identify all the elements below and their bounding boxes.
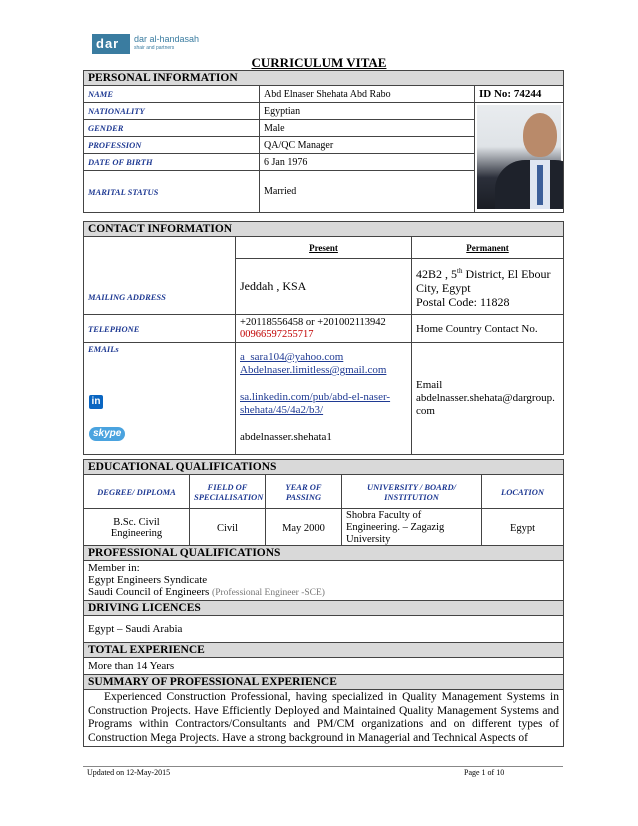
professional-content: Member in: Egypt Engineers Syndicate Saudi Council of Engineers (Professional Engineer -SCE) — [84, 561, 564, 601]
footer-divider — [83, 766, 563, 767]
contact-info-table — [83, 221, 564, 455]
nationality-value: Egyptian — [260, 103, 475, 120]
logo-mark: dar — [92, 34, 130, 54]
mailing-present: Jeddah , KSA — [236, 259, 412, 315]
mailing-address-label: MAILING ADDRESS — [84, 237, 236, 315]
nationality-label: NATIONALITY — [84, 103, 260, 120]
company-logo — [92, 34, 232, 56]
contact-info-heading: CONTACT INFORMATION — [84, 222, 564, 237]
field-header: FIELD OF SPECIALISATION — [190, 475, 266, 509]
skype-icon[interactable]: skype — [89, 427, 125, 441]
degree-header: DEGREE/ DIPLOMA — [84, 475, 190, 509]
summary-text: Experienced Construction Professional, having specialized in Quality Management Systems in Construction Projects. Have Efficiently Deployed and Maintained Quality Management Systems and Programs within Contractors/Consultants and PM/CM organizations and on different types of Construction Mega Projects. Have a strong background in Managerial and Technical Aspects of — [84, 690, 564, 747]
location-header: LOCATION — [482, 475, 564, 509]
permanent-header: Permanent — [412, 237, 564, 259]
driving-value: Egypt – Saudi Arabia — [84, 616, 564, 643]
name-label: NAME — [84, 86, 260, 103]
location-value: Egypt — [482, 509, 564, 548]
marital-status-value: Married — [260, 171, 475, 213]
emails-present — [236, 343, 412, 455]
other-sections-table — [83, 545, 564, 747]
university-value: Shobra Faculty of Engineering. – Zagazig University — [342, 509, 482, 548]
telephone-permanent: Home Country Contact No. — [412, 315, 564, 343]
marital-status-label: MARITAL STATUS — [84, 171, 260, 213]
university-header: UNIVERSITY / BOARD/ INSTITUTION — [342, 475, 482, 509]
document-title: CURRICULUM VITAE — [251, 55, 387, 70]
email-yahoo-link[interactable]: a_sara104@yahoo.com — [240, 351, 344, 363]
profession-value: QA/QC Manager — [260, 137, 475, 154]
footer-page-number: Page 1 of 10 — [464, 768, 505, 777]
id-number: ID No: 74244 — [475, 86, 564, 103]
experience-value: More than 14 Years — [84, 658, 564, 675]
year-header: YEAR OF PASSING — [266, 475, 342, 509]
personal-info-table — [83, 70, 564, 213]
profession-label: PROFESSION — [84, 137, 260, 154]
footer-updated: Updated on 12-May-2015 — [87, 768, 171, 777]
linkedin-icon[interactable]: in — [89, 395, 103, 409]
logo-subtitle: shair and partners — [134, 45, 175, 51]
telephone-saudi: 00966597255717 — [240, 328, 314, 340]
telephone-present: +20118556458 or +201002113942 00966597255717 — [236, 315, 412, 343]
emails-label: EMAILs — [88, 344, 119, 354]
education-table — [83, 459, 564, 548]
experience-heading: TOTAL EXPERIENCE — [84, 643, 564, 658]
education-heading: EDUCATIONAL QUALIFICATIONS — [84, 460, 564, 475]
degree-value: B.Sc. Civil Engineering — [84, 509, 190, 548]
email-gmail-link[interactable]: Abdelnaser.limitless@gmail.com — [240, 364, 387, 376]
gender-value: Male — [260, 120, 475, 137]
email-permanent: Email abdelnasser.shehata@dargroup.com — [412, 343, 564, 455]
telephone-label: TELEPHONE — [84, 315, 236, 343]
year-value: May 2000 — [266, 509, 342, 548]
personal-info-heading: PERSONAL INFORMATION — [84, 71, 564, 86]
gender-label: GENDER — [84, 120, 260, 137]
emails-label-cell — [84, 343, 236, 455]
dob-label: DATE OF BIRTH — [84, 154, 260, 171]
skype-id: abdelnasser.shehata1 — [240, 431, 332, 443]
name-value: Abd Elnaser Shehata Abd Rabo — [260, 86, 475, 103]
profile-photo — [477, 105, 561, 209]
summary-heading: SUMMARY OF PROFESSIONAL EXPERIENCE — [84, 675, 564, 690]
mailing-permanent: 42B2 , 5th District, El Ebour City, Egypt Postal Code: 11828 — [412, 259, 564, 315]
photo-cell — [475, 103, 564, 213]
linkedin-link[interactable]: sa.linkedin.com/pub/abd-el-naser-shehata/45/4a2/b3/ — [240, 391, 391, 416]
dob-value: 6 Jan 1976 — [260, 154, 475, 171]
logo-name: dar al-handasah — [134, 34, 200, 44]
present-header: Present — [236, 237, 412, 259]
professional-heading: PROFESSIONAL QUALIFICATIONS — [84, 546, 564, 561]
field-value: Civil — [190, 509, 266, 548]
driving-heading: DRIVING LICENCES — [84, 601, 564, 616]
